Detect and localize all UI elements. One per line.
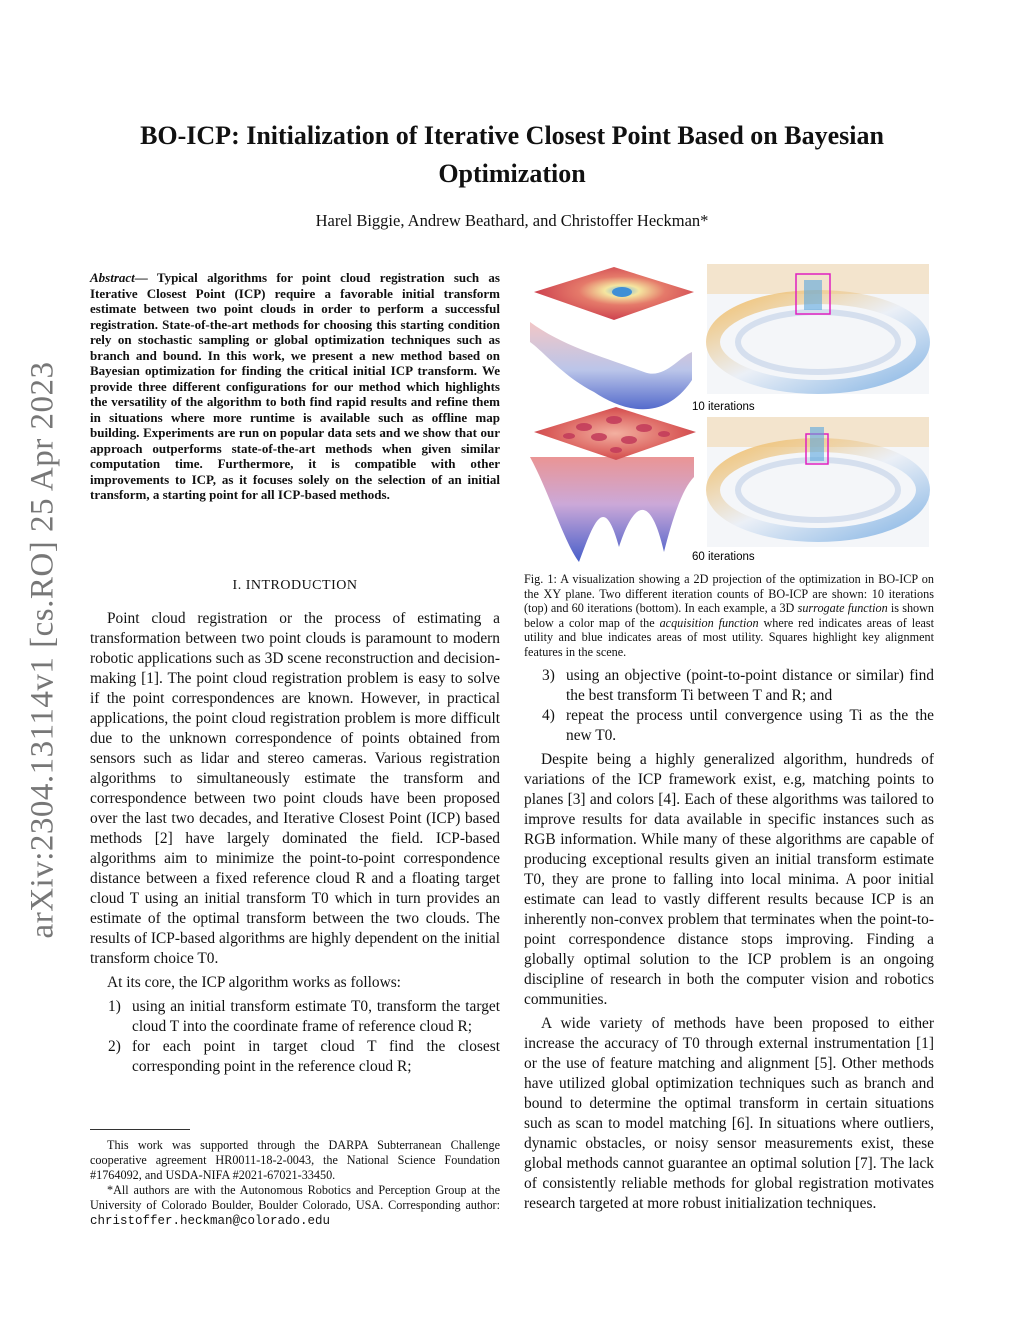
author-list: Harel Biggie, Andrew Beathard, and Christoffer Heckman* <box>315 211 709 230</box>
iterations-label-top: 10 iterations <box>692 401 755 413</box>
surrogate-surface-bottom <box>530 407 696 562</box>
list-item: 1) using an initial transform estimate T0, transform the target cloud T into the coordinate frame of reference cloud R; <box>108 998 500 1035</box>
abstract-text: — Typical algorithms for point cloud registration such as Iterative Closest Point (ICP) require a favorable initial transform estimate between two point clouds in order to perform a successful registration. State-of-the-art methods for choosing this starting condition rely on stochastic sampling or global optimization techniques such as branch and bound. In this work, we present a new method based on Bayesian optimization for finding the critical initial ICP transform. We provide three different configurations for our method which highlights the versatility of the algorithm to both find rapid results and refine them in situations where more runtime is available such as offline map building. Experiments are run on popular data sets and we show that our approach outperforms state-of-the-art methods when given similar computation time. Furthermore, it is compatible with other improvements to ICP, as it focuses solely on the selection of an initial transform, a starting point for all ICP-based methods. <box>90 270 500 502</box>
abstract <box>90 270 500 503</box>
author-email[interactable]: christoffer.heckman@colorado.edu <box>90 1214 331 1228</box>
intro-paragraph-3: Despite being a highly generalized algorithm, hundreds of variations of the ICP framework exist, e.g, matching points to planes [3] and colors [4]. Each of these algorithms was tailored to improve results for data available in specific instances such as RGB information. While many of these algorithms are capable of producing exceptional results given an initial transform estimate T0, they are prone to falling into local minima. A poor initial estimate can lead to vastly different results because ICP is an inherently non-convex problem that terminates when the point-to-point correspondence distance stops improving. Finding a globally optimal solution to the ICP problem is an ongoing discipline of research in both the computer vision and robotics communities. <box>524 751 934 1008</box>
figure-1-caption: Fig. 1: A visualization showing a 2D projection of the optimization in BO-ICP on the XY plane. Two different iteration counts of BO-ICP are shown: 10 iterations (top) and 60 iterations (bottom). In each example, a 3D surrogate function is shown below a color map of the acquisition function where red indicates areas of least utility and blue indicates areas of most utility. Squares highlight key alignment features in the scene. <box>524 572 935 659</box>
paper-title: BO-ICP: Initialization of Iterative Closest Point Based on Bayesian Optimization <box>140 121 884 188</box>
intro-right-column <box>524 666 934 1214</box>
surrogate-surface-top <box>530 267 694 409</box>
intro-paragraph-1: Point cloud registration or the process of estimating a transformation between two point clouds is paramount to modern robotic applications such as 3D scene reconstruction and decision-making [1]. The point cloud registration problem is easy to solve if the point correspondences are known. However, in practical applications, the point cloud registration problem is more difficult due to the unknown correspondence of points obtained from sensors such as lidar and stereo cameras. Various registration algorithms to simultaneously estimate the transform and correspondence between two point clouds have been proposed over the last two decades, and Iterative Closest Point (ICP) based methods [2] have largely dominated the field. ICP-based algorithms aim to minimize the point-to-point correspondence distance between a fixed reference cloud R and a floating target cloud T using an initial transform T0 which in turn provides an estimate of the optimal transform between the two clouds. The results of ICP-based algorithms are highly dependent on the initial transform choice T0. <box>90 610 500 967</box>
affiliation-footnote: *All authors are with the Autonomous Robotics and Perception Group at the University of Colorado Boulder, Boulder Colorado, USA. Corresponding author: christoffer.heckman@colorado.edu <box>90 1183 500 1228</box>
intro-paragraph-2: At its core, the ICP algorithm works as follows: <box>107 974 401 991</box>
section-heading: I. INTRODUCTION <box>232 578 358 593</box>
footnotes <box>90 1137 500 1229</box>
figure-1 <box>524 262 936 566</box>
point-cloud-top <box>707 264 929 394</box>
iterations-label-bottom: 60 iterations <box>692 551 755 563</box>
list-item: 4) repeat the process until convergence using Ti as the the new T0. <box>542 707 934 744</box>
abstract-label: Abstract <box>90 270 135 285</box>
footnote-rule <box>90 1129 190 1130</box>
figure-1-graphic <box>524 262 936 566</box>
list-item: 2) for each point in target cloud T find the closest corresponding point in the reference cloud R; <box>108 1038 500 1075</box>
icp-steps-list-continued <box>524 666 934 746</box>
list-item: 3) using an objective (point-to-point distance or similar) find the best transform Ti between T and R; and <box>542 667 934 704</box>
intro-left-column <box>90 609 500 1077</box>
point-cloud-bottom <box>707 417 929 547</box>
icp-steps-list <box>90 997 500 1077</box>
intro-paragraph-4: A wide variety of methods have been proposed to either increase the accuracy of T0 through external instrumentation [1] or the use of feature matching and alignment [5]. Other methods have utilized global optimization techniques such as branch and bound to determine the optimal transform in certain situations such as scan to model matching [6]. In situations where outliers, dynamic obstacles, or noisy sensor measurements exist, these global methods cannot guarantee an optimal solution [7]. The lack of consistently reliable methods for global registration motivates research targeted at more robust initialization techniques. <box>524 1015 934 1212</box>
funding-footnote: This work was supported through the DARPA Subterranean Challenge cooperative agreement HR0011-18-2-0043, the National Science Foundation #1764092, and USDA-NIFA #2021-67021-33450. <box>90 1138 500 1182</box>
arxiv-stamp: arXiv:2304.13114v1 [cs.RO] 25 Apr 2023 <box>24 361 61 939</box>
